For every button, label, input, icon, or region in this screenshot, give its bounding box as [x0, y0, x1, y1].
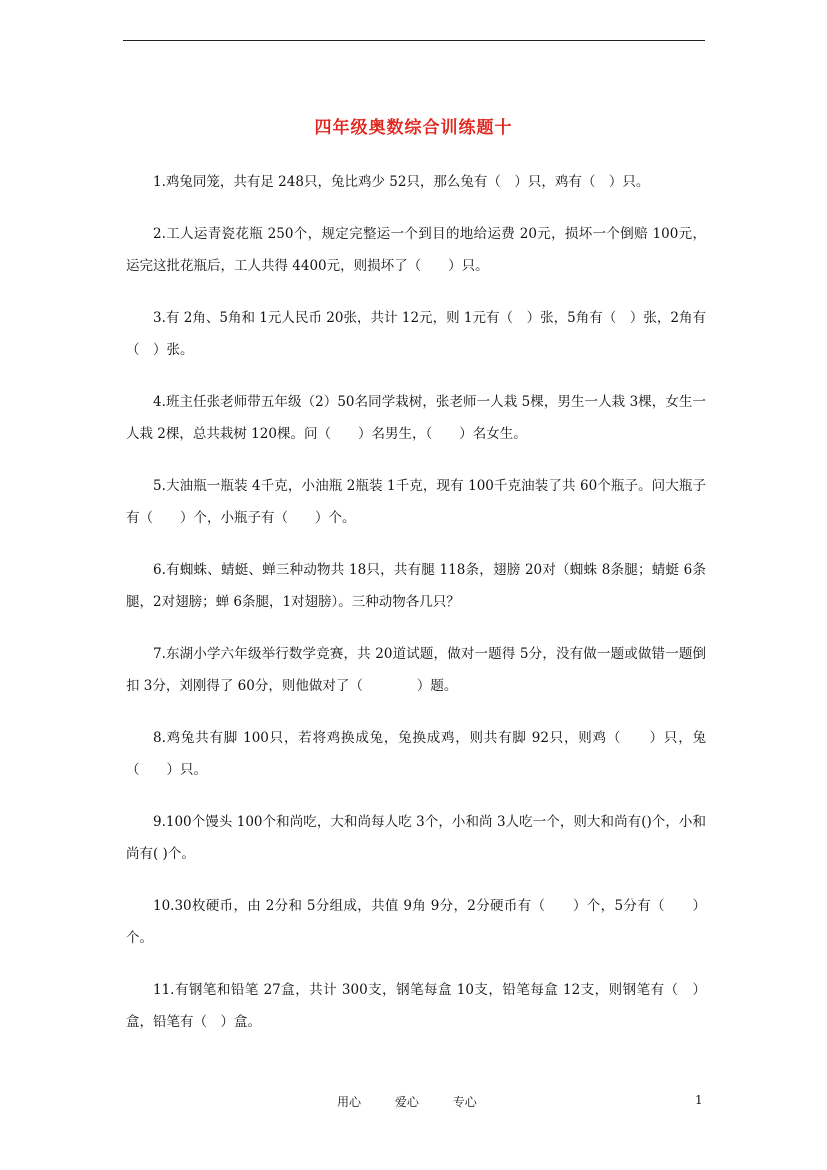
question-7: 7.东湖小学六年级举行数学竞赛，共 20道试题，做对一题得 5分，没有做一题或做错一题倒扣 3分，刘刚得了 60分，则他做对了（ ）题。: [126, 646, 706, 694]
question-6: 6.有蜘蛛、蜻蜓、蝉三种动物共 18只，共有腿 118条，翅膀 20对（蜘蛛 8条腿；蜻蜓 6条腿，2对翅膀；蝉 6条腿，1对翅膀）。三种动物各几只？: [126, 562, 706, 610]
question-list: [126, 166, 706, 1058]
footer-item: 专心: [452, 1095, 477, 1109]
question-1: 1.鸡兔同笼，共有足 248只，兔比鸡少 52只，那么兔有（ ）只，鸡有（ ）只。: [153, 174, 650, 190]
footer-slogan: [337, 1093, 507, 1110]
question-5: 5.大油瓶一瓶装 4千克，小油瓶 2瓶装 1千克，现有 100千克油装了共 60个瓶子。问大瓶子有（ ）个，小瓶子有（ ）个。: [126, 478, 706, 526]
footer-item: 爱心: [394, 1095, 419, 1109]
footer-item: 用心: [337, 1095, 362, 1109]
page-number: 1: [695, 1093, 703, 1107]
page-title: 四年级奥数综合训练题十: [314, 118, 513, 138]
header-rule: [123, 40, 705, 41]
question-10: 10.30枚硬币，由 2分和 5分组成，共值 9角 9分，2分硬币有（ ）个，5分有（ ）个。: [126, 898, 706, 946]
question-2: 2.工人运青瓷花瓶 250个，规定完整运一个到目的地给运费 20元，损坏一个倒赔 100元，运完这批花瓶后，工人共得 4400元，则损坏了（ ）只。: [126, 226, 706, 274]
question-4: 4.班主任张老师带五年级（2）50名同学栽树，张老师一人栽 5棵，男生一人栽 3棵，女生一人栽 2棵，总共栽树 120棵。问（ ）名男生，（ ）名女生。: [126, 394, 706, 442]
question-8: 8.鸡兔共有脚 100只，若将鸡换成兔，兔换成鸡，则共有脚 92只，则鸡（ ）只，兔（ ）只。: [126, 730, 706, 778]
question-9: 9.100个馒头 100个和尚吃，大和尚每人吃 3个，小和尚 3人吃一个，则大和尚有()个，小和尚有( )个。: [126, 814, 706, 862]
question-3: 3.有 2角、5角和 1元人民币 20张，共计 12元，则 1元有（ ）张，5角有（ ）张，2角有（ ）张。: [126, 310, 706, 358]
question-11: 11.有钢笔和铅笔 27盒，共计 300支，钢笔每盒 10支，铅笔每盒 12支，则钢笔有（ ）盒，铅笔有（ ）盒。: [126, 982, 706, 1030]
